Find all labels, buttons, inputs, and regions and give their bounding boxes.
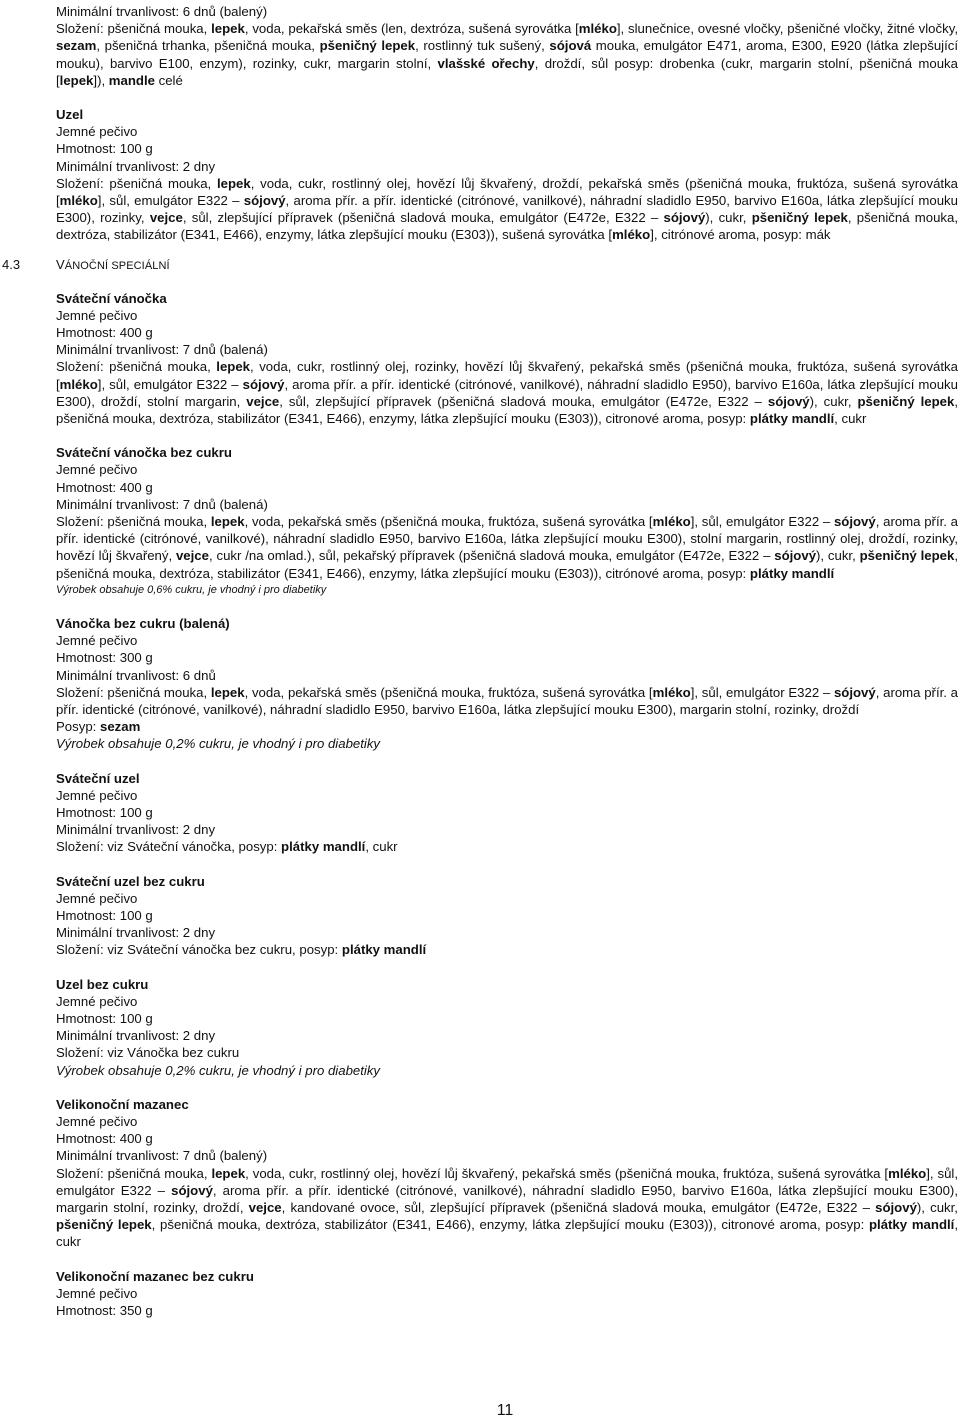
product-composition (56, 1044, 958, 1061)
product-uzel (56, 106, 958, 244)
allergen-text: plátky mandlí (868, 1217, 955, 1233)
shelf-life: Minimální trvanlivost: 6 dnů (balený) (56, 4, 268, 19)
allergen-text: sezam (56, 38, 97, 54)
text-segment: , aroma přír. a přír. identické (citrónové, vanilkové), náhradní sladidlo E950), barvivo E160a, látka zlepšující mouku E300), droždí, stolní margarin, (56, 376, 958, 409)
product-block (56, 976, 958, 1079)
composition (56, 20, 958, 89)
product-shelf-life: Minimální trvanlivost: 7 dnů (balená) (56, 496, 268, 512)
text-segment: , pšeničná mouka, dextróza, stabilizátor (E341, E466), enzymy, látka zlepšující mouku (E303)), citronové aroma, posyp: (56, 393, 959, 427)
product-composition (56, 684, 958, 718)
product-block (56, 1096, 958, 1251)
allergen-text: pšeničný lepek (319, 38, 416, 54)
text-segment: ], slunečnice, ovesné vločky, pšeničné vločky, žitné vločky, (616, 21, 958, 37)
allergen-text: lepek (216, 175, 251, 191)
allergen-text: vejce (246, 393, 280, 409)
product-weight: Hmotnost: 350 g (56, 1303, 153, 1318)
allergen-text: sójový (171, 1182, 213, 1198)
text-segment: , cukr (365, 839, 398, 855)
product-weight: Hmotnost: 300 g (56, 650, 153, 666)
allergen-text: plátky mandlí (749, 565, 835, 581)
allergen-text: pšeničný lepek (56, 1217, 152, 1233)
text-segment: ], sůl, emulgátor E322 – (690, 684, 834, 700)
text-segment: Posyp: (56, 719, 100, 735)
allergen-text: lepek (211, 1165, 246, 1181)
page-number: 11 (496, 1402, 514, 1419)
text-segment: , cukr (56, 1217, 959, 1250)
product-name: Sváteční uzel bez cukru (56, 873, 205, 889)
product-shelf-life: Minimální trvanlivost: 2 dny (56, 822, 216, 838)
text-segment: , pšeničná mouka, dextróza, stabilizátor (E341, E466), enzymy, látka zlepšující mouku (E303)), citrónové aroma, posyp: (56, 548, 958, 581)
product-note: Výrobek obsahuje 0,2% cukru, je vhodný i pro diabetiky (56, 736, 381, 752)
product-block (56, 770, 958, 856)
text-segment: ], sůl, emulgátor E322 – (56, 1165, 958, 1198)
text-segment: , sůl, zlepšující přípravek (pšeničná sladová mouka, emulgátor (E472e, E322 – (279, 393, 768, 409)
text-segment: , droždí, sůl posyp: drobenka (cukr, margarin stolní, pšeničná mouka [ (56, 55, 958, 88)
text-segment: Složení: pšeničná mouka, (56, 359, 217, 375)
product-category: Jemné pečivo (56, 890, 138, 906)
text-segment: Složení: pšeničná mouka, (56, 684, 211, 700)
allergen-text: lepek (210, 514, 245, 530)
allergen-text: sójový (767, 393, 810, 409)
section-heading (2, 256, 958, 273)
text-segment: ], sůl, emulgátor E322 – (97, 193, 244, 209)
product-name: Velikonoční mazanec bez cukru (56, 1268, 254, 1284)
text-segment: , pšeničná trhanka, pšeničná mouka, (96, 38, 320, 54)
allergen-text: sezam (99, 719, 141, 735)
allergen-text: lepek (211, 21, 245, 37)
text-segment: , cukr (834, 411, 867, 427)
product-block (56, 1268, 958, 1320)
product-weight: Hmotnost: 100 g (56, 804, 153, 820)
allergen-text: sójový (774, 548, 817, 564)
text-segment: , voda, pekařská směs (pšeničná mouka, fruktóza, sušená syrovátka [ (244, 684, 653, 700)
product-block (56, 444, 958, 598)
text-segment: Složení: pšeničná mouka, (56, 514, 211, 530)
allergen-text: sójový (242, 376, 285, 392)
text-segment: , voda, cukr, rostlinný olej, hovězí lůj škvařený, droždí, pekařská směs (pšeničná mouka, fruktóza, sušená syrovátka [ (56, 175, 958, 209)
allergen-text: mléko (652, 514, 691, 530)
product-shelf-life: Minimální trvanlivost: 6 dnů (56, 667, 216, 683)
allergen-text: vejce (175, 548, 209, 564)
product-category: Jemné pečivo (56, 124, 138, 140)
product-weight: Hmotnost: 400 g (56, 1131, 153, 1147)
allergen-text: sójový (243, 193, 286, 209)
text-segment: , aroma přír. a přír. identické (citrónové, vanilkové), náhradní sladidlo E950, barvivo E160a, látka zlepšující mouku E300), margarin stolní, rozinky, droždí, (56, 1182, 958, 1215)
text-segment: , rostlinný tuk sušený, (415, 38, 550, 54)
product-category: Jemné pečivo (56, 633, 138, 649)
product-weight: Hmotnost: 100 g (56, 1010, 153, 1026)
allergen-text: sójový (833, 514, 876, 530)
product-name: Uzel bez cukru (56, 976, 149, 992)
allergen-text: vlašské ořechy (437, 55, 535, 71)
product-name: Sváteční vánočka (56, 290, 167, 306)
product-weight: Hmotnost: 400 g (56, 479, 153, 495)
text-segment: ), cukr, (916, 1199, 958, 1215)
product-weight: Hmotnost: 400 g (56, 325, 153, 341)
product-block (56, 873, 958, 959)
text-segment: , kandované ovoce, sůl, zlepšující přípravek (pšeničná sladová mouka, emulgátor (E472e, E322 – (281, 1199, 876, 1215)
product-shelf-life: Minimální trvanlivost: 2 dny (56, 1028, 216, 1044)
allergen-text: lepek (210, 684, 245, 700)
product-category: Jemné pečivo (56, 787, 138, 803)
allergen-text: lepek (59, 72, 94, 88)
text-segment: ], citrónové aroma, posyp: mák (650, 227, 831, 243)
product-category: Jemné pečivo (56, 462, 138, 478)
product-composition (56, 838, 958, 855)
product-composition (56, 175, 958, 244)
product-composition (56, 1165, 958, 1251)
text-segment: Složení: pšeničná mouka, (56, 1165, 212, 1181)
top-fragment (56, 3, 958, 89)
text-segment: mouka, emulgátor E471, aroma, E300, E920 (látka zlepšující mouku), barvivo E100, enzym), rozinky, cukr, margarin stolní, (56, 38, 959, 71)
text-segment: , aroma přír. a přír. identické (citrónové, vanilkové), náhradní sladidlo E950, barvivo E160a, látka zlepšující mouku E300), rozinky, (56, 193, 958, 226)
allergen-text: sójový (833, 684, 876, 700)
text-segment: , voda, pekařská směs (len, dextróza, sušená syrovátka [ (244, 21, 579, 37)
product-shelf-life: Minimální trvanlivost: 7 dnů (balená) (56, 342, 268, 358)
product-category: Jemné pečivo (56, 1113, 138, 1129)
text-segment: , aroma přír. a přír. identické (citrónové, vanilkové), náhradní sladidlo E950, barvivo E160a, látka zlepšující mouku E300), margarin stolní, rozinky, droždí (56, 684, 958, 717)
product-note: Výrobek obsahuje 0,6% cukru, je vhodný i pro diabetiky (56, 583, 327, 596)
allergen-text: sójový (663, 210, 706, 226)
product-weight: Hmotnost: 100 g (56, 907, 153, 923)
product-shelf-life: Minimální trvanlivost: 2 dny (56, 925, 216, 941)
text-segment: , pšeničná mouka, dextróza, stabilizátor (E341, E466), enzymy, látka zlepšující mouku (E303)), sušená syrovátka [ (56, 210, 959, 243)
allergen-text: sójová (549, 38, 592, 54)
product-name: Uzel (56, 107, 84, 123)
allergen-text: pšeničný lepek (859, 548, 955, 564)
text-segment: Složení: pšeničná mouka, (56, 21, 212, 37)
allergen-text: mandle (108, 72, 155, 88)
product-category: Jemné pečivo (56, 993, 138, 1009)
product-name: Sváteční uzel (56, 770, 140, 786)
text-segment: , cukr /na omlad.), sůl, pekařský přípravek (pšeničná sladová mouka, emulgátor (E472e, E322 – (208, 548, 775, 564)
text-segment: Složení: pšeničná mouka, (56, 175, 217, 191)
section-number: 4.3 (2, 256, 21, 272)
text-segment: ], sůl, emulgátor E322 – (97, 376, 243, 392)
text-segment: celé (154, 72, 183, 88)
product-weight: Hmotnost: 100 g (56, 141, 153, 157)
text-segment: , voda, cukr, rostlinný olej, rozinky, hovězí lůj škvařený, pekařská směs (pšeničná mouka, fruktóza, sušená syrovátka [ (56, 359, 958, 392)
product-note: Výrobek obsahuje 0,2% cukru, je vhodný i pro diabetiky (56, 1062, 381, 1078)
allergen-text: vejce (248, 1199, 282, 1215)
text-segment: Složení: viz Sváteční vánočka bez cukru, posyp: (56, 942, 342, 958)
allergen-text: mléko (59, 193, 98, 209)
product-block (56, 290, 958, 428)
allergen-text: plátky mandlí (749, 411, 835, 427)
product-name: Vánočka bez cukru (balená) (56, 615, 230, 631)
product-block (56, 615, 958, 753)
product-list (56, 290, 958, 1320)
product-shelf-life: Minimální trvanlivost: 7 dnů (balený) (56, 1148, 268, 1164)
text-segment: , voda, pekařská směs (pšeničná mouka, fruktóza, sušená syrovátka [ (244, 514, 653, 530)
text-segment: Složení: viz Sváteční vánočka, posyp: (56, 839, 282, 855)
text-segment: ], sůl, emulgátor E322 – (690, 514, 834, 530)
text-segment: , pšeničná mouka, dextróza, stabilizátor (E341, E466), enzymy, látka zlepšující mouku (E303)), citronové aroma, posyp: (151, 1217, 869, 1233)
allergen-text: pšeničný lepek (751, 210, 848, 226)
text-segment: , voda, cukr, rostlinný olej, hovězí lůj škvařený, pekařská směs (pšeničná mouka, fruktóza, sušená syrovátka [ (245, 1165, 889, 1181)
text-segment: ), cukr, (816, 548, 860, 564)
allergen-text: plátky mandlí (341, 942, 427, 958)
allergen-text: mléko (59, 376, 98, 392)
section-title: VÁNOČNÍ SPECIÁLNÍ (56, 256, 170, 272)
product-shelf-life: Minimální trvanlivost: 2 dny (56, 158, 216, 174)
product-composition (56, 513, 958, 582)
text-segment: , aroma přír. a přír. identické (citrónové, vanilkové), náhradní sladidlo E950, barvivo E160a, látka zlepšující mouku E300), stolní margarin, rostlinný olej, droždí, rozinky, hovězí lůj škvařený, (56, 514, 958, 564)
text-segment: ), cukr, (705, 210, 752, 226)
allergen-text: sójový (875, 1199, 917, 1215)
product-topping (56, 718, 958, 735)
allergen-text: vejce (149, 210, 183, 226)
allergen-text: pšeničný lepek (857, 393, 955, 409)
page-content (2, 3, 959, 1319)
product-composition (56, 358, 958, 427)
text-segment: ), cukr, (809, 393, 858, 409)
allergen-text: mléko (612, 227, 651, 243)
product-composition (56, 941, 958, 958)
allergen-text: plátky mandlí (281, 839, 366, 855)
allergen-text: mléko (578, 21, 617, 37)
text-segment: , sůl, zlepšující přípravek (pšeničná sladová mouka, emulgátor (E472e, E322 – (182, 210, 664, 226)
allergen-text: mléko (888, 1165, 927, 1181)
allergen-text: lepek (216, 359, 251, 375)
product-name: Sváteční vánočka bez cukru (56, 445, 232, 461)
text-segment: Složení: viz Vánočka bez cukru (56, 1045, 240, 1061)
text-segment: ]), (93, 72, 109, 88)
product-category: Jemné pečivo (56, 1285, 138, 1301)
product-name: Velikonoční mazanec (56, 1096, 189, 1112)
product-category: Jemné pečivo (56, 307, 138, 323)
allergen-text: mléko (652, 684, 691, 700)
